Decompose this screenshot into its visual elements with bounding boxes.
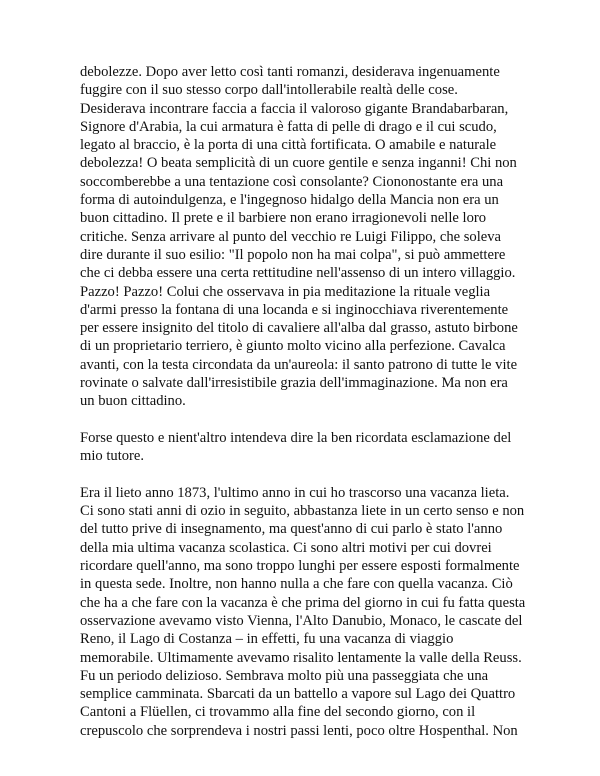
document-page: [80, 63, 530, 758]
paragraph-holiday-1873: Era il lieto anno 1873, l'ultimo anno in cui ho trascorso una vacanza lieta. Ci sono stati anni di ozio in seguito, abbastanza liete in un certo senso e non del tutto prive di insegnamento, ma quest'anno di cui parlo è stato l'anno della mia ultima vacanza scolastica. Ci sono altri motivi per cui dovrei ricordare quell'anno, ma sono troppo lunghi per essere esposti formalmente in questa sede. Inoltre, non hanno nulla a che fare con quella vacanza. Ciò che ha a che fare con la vacanza è che prima del giorno in cui fu fatta questa osservazione avevamo visto Vienna, l'Alto Danubio, Monaco, le cascate del Reno, il Lago di Costanza – in effetti, fu una vacanza di viaggio memorabile. Ultimamente avevamo risalito lentamente la valle della Reuss. Fu un periodo delizioso. Sembrava molto più una passeggiata che una semplice camminata. Sbarcati da un battello a vapore sul Lago dei Quattro Cantoni a Flüellen, ci trovammo alla fine del secondo giorno, con il crepuscolo che sorprendeva i nostri passi lenti, poco oltre Hospenthal. Non: [80, 484, 526, 739]
paragraph-don-quixote: debolezze. Dopo aver letto così tanti romanzi, desiderava ingenuamente fuggire con il suo stesso corpo dall'intollerabile realtà delle cose. Desiderava incontrare faccia a faccia il valoroso gigante Brandabarbaran, Signore d'Arabia, la cui armatura è fatta di pelle di drago e il cui scudo, legato al braccio, è la porta di una città fortificata. O amabile e naturale debolezza! O beata semplicità di un cuore gentile e senza inganni! Chi non soccomberebbe a una tentazione così consolante? Ciononostante era una forma di autoindulgenza, e l'ingegnoso hidalgo della Mancia non era un buon cittadino. Il prete e il barbiere non erano irragionevoli nelle loro critiche. Senza arrivare al punto del vecchio re Luigi Filippo, che soleva dire durante il suo esilio: "Il popolo non ha mai colpa", si può ammettere che ci debba essere una certa rettitudine nell'assenso di un intero villaggio. Pazzo! Pazzo! Colui che osservava in pia meditazione la rituale veglia d'armi presso la fontana di una locanda e si inginocchiava riverentemente per essere insignito del titolo di cavaliere all'alba dal grasso, astuto birbone di un proprietario terriero, è giunto molto vicino alla perfezione. Cavalca avanti, con la testa circondata da un'aureola: il santo patrono di tutte le vite rovinate o salvate dall'irresistibile grazia dell'immaginazione. Ma non era un buon cittadino.: [80, 64, 518, 410]
paragraph-tutor-exclamation: Forse questo e nient'altro intendeva dire la ben ricordata esclamazione del mio tutore.: [80, 429, 512, 465]
